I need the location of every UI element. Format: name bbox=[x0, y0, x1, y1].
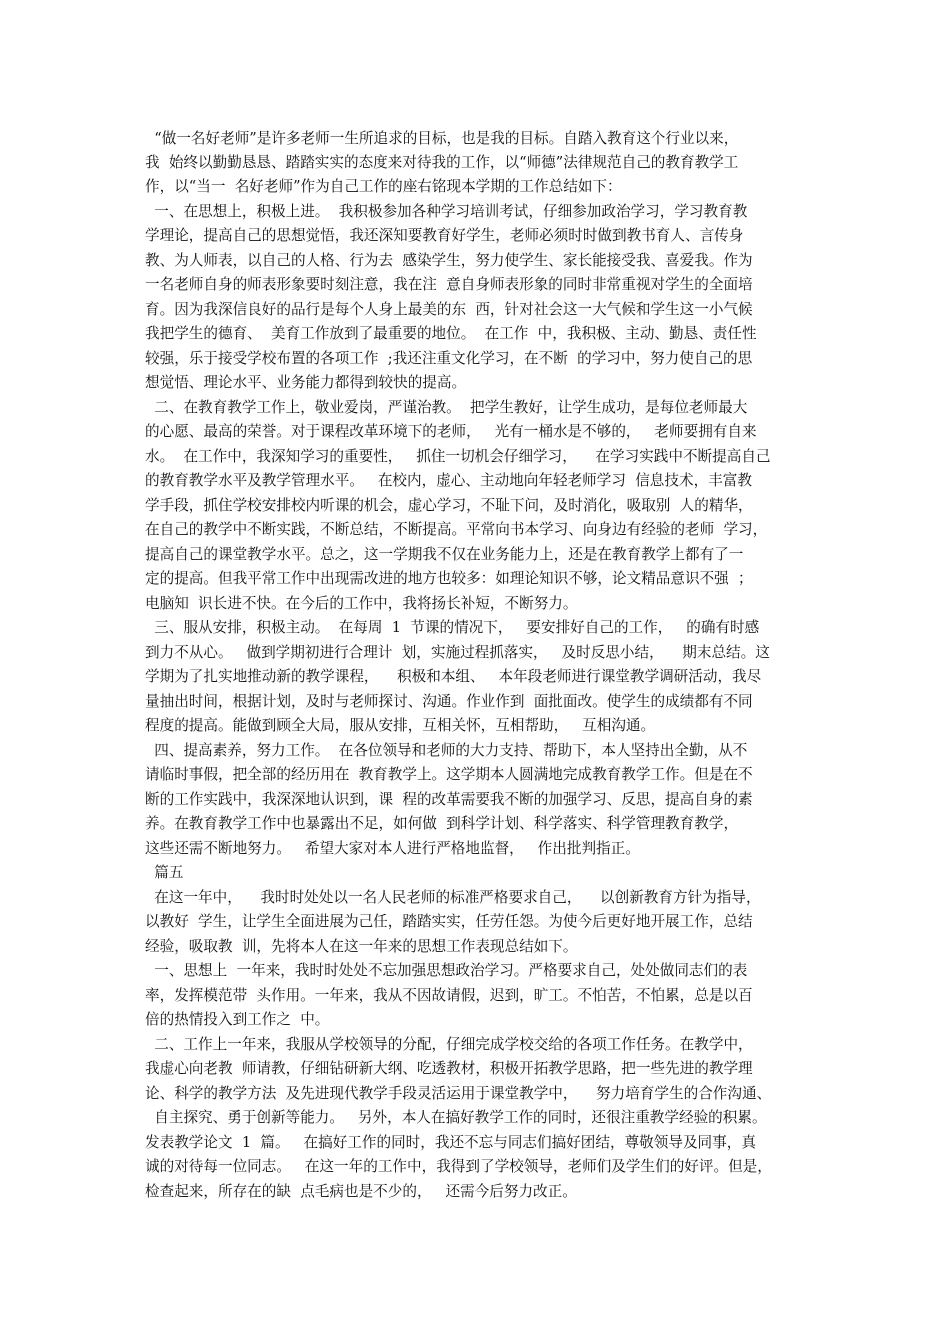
text-line: 经验，吸取教 训，先将本人在这一年来的思想工作表现总结如下。 bbox=[145, 938, 578, 955]
text-line: 断的工作实践中，我深深地认识到，课 程的改革需要我不断的加强学习、反思，提高自身的素 bbox=[145, 791, 753, 808]
section-heading: 篇五 bbox=[145, 864, 184, 881]
text-line: 较强，乐于接受学校布置的各项工作 ;我还注重文化学习，在不断 的学习中，努力使自己的思 bbox=[145, 350, 753, 367]
text-line: 率，发挥模范带 头作用。一年来，我从不因故请假，迟到，旷工。不怕苦，不怕累，总是以百 bbox=[145, 987, 753, 1004]
text-line: 学手段，抓住学校安排校内听课的机会，虚心学习，不耻下问，及时消化，吸取别 人的精华， bbox=[145, 497, 753, 514]
text-line: 倍的热情投入到工作之 中。 bbox=[145, 1011, 330, 1028]
text-line: 一名老师自身的师表形象要时刻注意，我在注 意自身师表形象的同时非常重视对学生的全面培 bbox=[145, 276, 753, 293]
text-line: 发表教学论文 1 篇。 在搞好工作的同时，我还不忘与同志们搞好团结，尊敬领导及同事，真 bbox=[145, 1134, 756, 1151]
text-line: 定的提高。但我平常工作中出现需改进的地方也较多：如理论知识不够，论文精品意识不强 ； bbox=[145, 570, 753, 587]
text-line: “做一名好老师”是许多老师一生所追求的目标，也是我的目标。自踏入教育这个行业以来， bbox=[145, 130, 739, 147]
text-line: 请临时事假，把全部的经历用在 教育教学上。这学期本人圆满地完成教育教学工作。但是在不 bbox=[145, 766, 753, 783]
text-line: 三、服从安排，积极主动。 在每周 1 节课的情况下， 要安排好自己的工作， 的确有时感 bbox=[145, 619, 760, 636]
text-line: 二、工作上一年来，我服从学校领导的分配，仔细完成学校交给的各项工作任务。在教学中， bbox=[145, 1036, 753, 1053]
text-line: 的教育教学水平及教学管理水平。 在校内，虚心、主动地向年轻老师学习 信息技术，丰富教 bbox=[145, 472, 752, 489]
text-line: 四、提高素养，努力工作。 在各位领导和老师的大力支持、帮助下，本人坚持出全勤，从不 bbox=[145, 742, 748, 759]
text-line: 我虚心向老教 师请教，仔细钻研新大纲、吃透教材，积极开拓教学思路，把一些先进的教学理 bbox=[145, 1060, 753, 1077]
text-line: 学理论，提高自己的思想觉悟，我还深知要教育好学生，老师必须时时做到教书育人、言传身 bbox=[145, 227, 744, 244]
text-line: 作，以“当一 名好老师”作为自己工作的座右铭现本学期的工作总结如下： bbox=[145, 178, 622, 195]
text-line: 想觉悟、理论水平、业务能力都得到较快的提高。 bbox=[145, 374, 467, 391]
text-line: 这些还需不断地努力。 希望大家对本人进行严格地监督， 作出批判指正。 bbox=[145, 840, 640, 857]
text-line: 教、为人师表，以自己的人格、行为去 感染学生，努力使学生、家长能接受我、喜爱我。作为 bbox=[145, 252, 753, 269]
text-line: 一、思想上 一年来，我时时处处不忘加强思想政治学习。严格要求自己，处处做同志们的表 bbox=[145, 962, 748, 979]
text-line: 提高自己的课堂教学水平。总之，这一学期我不仅在业务能力上，还是在教育教学上都有了一 bbox=[145, 546, 744, 563]
text-line: 在这一年中， 我时时处处以一名人民老师的标准严格要求自己， 以创新教育方针为指导， bbox=[145, 889, 761, 906]
text-line: 在自己的教学中不断实践，不断总结，不断提高。平常向书本学习、向身边有经验的老师 学习， bbox=[145, 521, 768, 538]
text-line: 养。在教育教学工作中也暴露出不足，如何做 到科学计划、科学落实、科学管理教育教学， bbox=[145, 815, 739, 832]
text-line: 诚的对待每一位同志。 在这一年的工作中，我得到了学校领导，老师们及学生们的好评。但是， bbox=[145, 1158, 772, 1175]
text-line: 量抽出时间，根据计划，及时与老师探讨、沟通。作业作到 面批面改。使学生的成绩都有不同 bbox=[145, 693, 753, 710]
text-line: 以教好 学生，让学生全面进展为己任，踏踏实实，任劳任怨。为使今后更好地开展工作，总结 bbox=[145, 913, 753, 930]
text-line: 我把学生的德育、 美育工作放到了最重要的地位。 在工作 中，我积极、主动、勤恳、责任性 bbox=[145, 325, 757, 342]
text-line: 论、科学的教学方法 及先进现代教学手段灵活运用于课堂教学中， 努力培育学生的合作沟通、 bbox=[145, 1085, 772, 1102]
text-line: 二、在教育教学工作上，敬业爱岗，严谨治教。 把学生教好，让学生成功，是每位老师最大 bbox=[145, 399, 748, 416]
text-line: 我 始终以勤勤恳恳、踏踏实实的态度来对待我的工作，以“师德”法律规范自己的教育教学工 bbox=[145, 154, 739, 171]
text-line: 电脑知 识长进不快。在今后的工作中，我将扬长补短，不断努力。 bbox=[145, 595, 578, 612]
text-line: 育。因为我深信良好的品行是每个人身上最美的东 西，针对社会这一大气候和学生这一小气候 bbox=[145, 301, 753, 318]
text-line: 的心愿、最高的荣誉。对于课程改革环境下的老师， 光有一桶水是不够的， 老师要拥有自来 bbox=[145, 423, 757, 440]
text-line: 程度的提高。能做到顾全大局，服从安排，互相关怀，互相帮助， 互相沟通。 bbox=[145, 717, 656, 734]
text-line: 水。 在工作中，我深知学习的重要性， 抓住一切机会仔细学习， 在学习实践中不断提高自己 bbox=[145, 448, 771, 465]
text-line: 检查起来，所存在的缺 点毛病也是不少的， 还需今后努力改正。 bbox=[145, 1183, 577, 1200]
text-line: 一、在思想上，积极上进。 我积极参加各种学习培训考试，仔细参加政治学习，学习教育教 bbox=[145, 203, 748, 220]
text-line: 到力不从心。 做到学期初进行合理计 划，实施过程抓落实， 及时反思小结， 期末总结。这 bbox=[145, 644, 770, 661]
text-line: 自主探究、勇于创新等能力。 另外，本人在搞好教学工作的同时，还很注重教学经验的积累。 bbox=[145, 1109, 767, 1126]
text-line: 学期为了扎实地推动新的教学课程， 积极和本组、 本年段老师进行课堂教学调研活动，我尽 bbox=[145, 668, 762, 685]
